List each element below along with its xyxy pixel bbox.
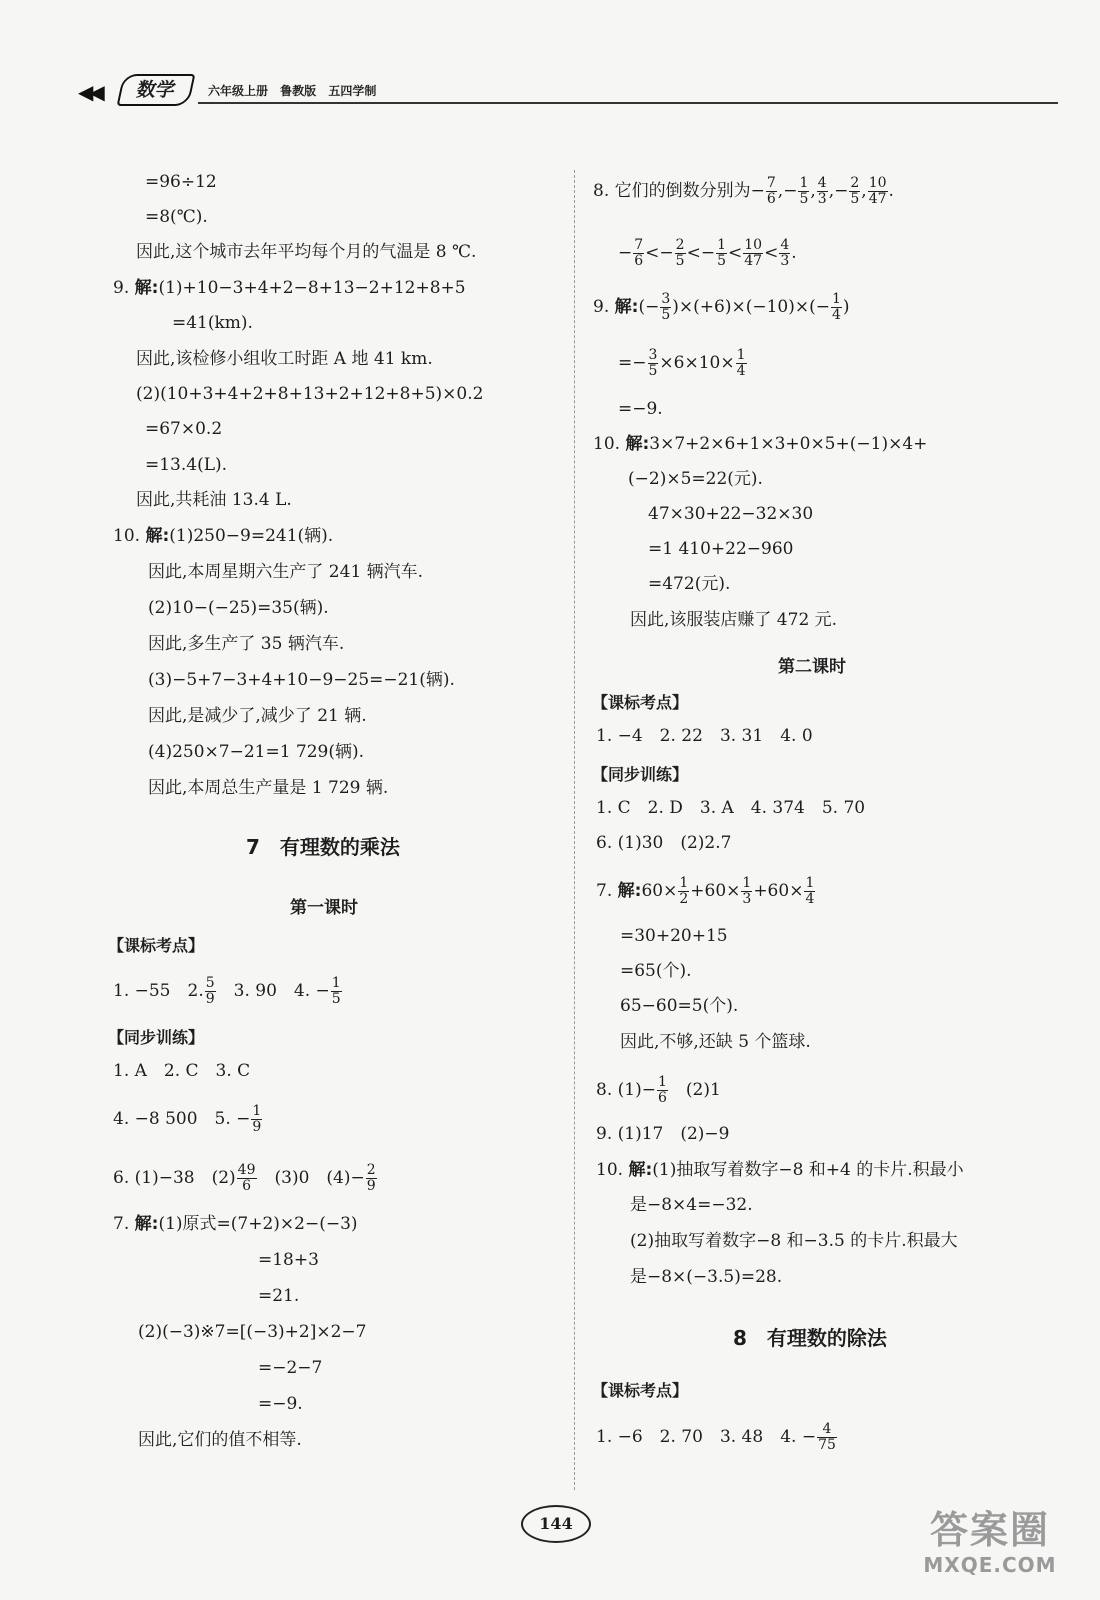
text-line: 因此,该检修小组收工时距 A 地 41 km. bbox=[136, 349, 433, 369]
solution-label: 解: bbox=[617, 881, 642, 901]
fraction bbox=[804, 876, 815, 907]
text-line: =−9. bbox=[258, 1394, 303, 1414]
page-number: 144 bbox=[521, 1505, 591, 1543]
text-segment: (2)1 bbox=[668, 1080, 721, 1100]
fraction bbox=[675, 238, 686, 269]
fraction-numerator: 10 bbox=[868, 175, 887, 191]
fraction-denominator: 3 bbox=[780, 253, 790, 269]
fraction bbox=[766, 176, 777, 207]
fraction-numerator: 1 bbox=[252, 1103, 262, 1119]
header-rule bbox=[198, 102, 1058, 104]
text-line: 因此,多生产了 35 辆汽车. bbox=[148, 634, 345, 654]
subsection-label: 【课标考点】 bbox=[592, 1381, 689, 1400]
fraction-numerator: 4 bbox=[817, 1422, 837, 1438]
text-line: (3)−5+7−3+4+10−9−25=−21(辆). bbox=[148, 670, 455, 690]
fraction bbox=[779, 238, 790, 269]
text-line: 6. (1)30 (2)2.7 bbox=[596, 833, 732, 853]
text-segment: =− bbox=[618, 353, 647, 373]
text-line: (2)抽取写着数字−8 和−3.5 的卡片.积最大 bbox=[630, 1231, 958, 1251]
problem-number: 10. bbox=[593, 434, 621, 454]
text-segment: − bbox=[618, 243, 633, 263]
fraction bbox=[648, 348, 659, 379]
fraction-numerator: 2 bbox=[366, 1162, 376, 1178]
answer-line bbox=[113, 1104, 263, 1135]
problem-7-right bbox=[596, 876, 816, 907]
fraction-denominator: 5 bbox=[675, 253, 685, 269]
text-segment: )×(+6)×(−10)×(− bbox=[672, 297, 830, 317]
text-line: 因此,本周星期六生产了 241 辆汽车. bbox=[148, 562, 424, 582]
fraction-numerator: 7 bbox=[766, 175, 776, 191]
fraction-denominator: 3 bbox=[817, 191, 827, 207]
watermark-logo bbox=[905, 1508, 1075, 1588]
fraction-denominator: 6 bbox=[634, 253, 644, 269]
text-segment: (1)原式=(7+2)×2−(−3) bbox=[158, 1214, 358, 1234]
text-segment: ,− bbox=[777, 181, 798, 201]
text-line: 因此,本周总生产量是 1 729 辆. bbox=[148, 778, 389, 798]
fraction-numerator: 10 bbox=[744, 237, 763, 253]
page-header bbox=[78, 70, 1058, 110]
fraction-denominator: 6 bbox=[242, 1178, 252, 1194]
fraction bbox=[237, 1163, 257, 1194]
text-line: 1. C 2. D 3. A 4. 374 5. 70 bbox=[596, 798, 866, 818]
text-segment: 6. (1)−38 (2) bbox=[113, 1168, 236, 1188]
lesson-title: 第一课时 bbox=[290, 898, 358, 918]
text-segment: . bbox=[888, 181, 894, 201]
fraction-denominator: 6 bbox=[657, 1090, 667, 1106]
problem-number: 10. bbox=[596, 1160, 624, 1180]
answer-line bbox=[113, 1163, 378, 1194]
text-segment: +60× bbox=[753, 881, 804, 901]
fraction-denominator: 4 bbox=[736, 363, 746, 379]
fraction bbox=[736, 348, 747, 379]
text-line: =18+3 bbox=[258, 1250, 319, 1270]
text-segment: 4. −8 500 5. − bbox=[113, 1109, 251, 1129]
text-segment: (− bbox=[638, 297, 660, 317]
text-line: 因此,是减少了,减少了 21 辆. bbox=[148, 706, 367, 726]
fraction-numerator: 1 bbox=[717, 237, 727, 253]
fraction-denominator: 9 bbox=[252, 1119, 262, 1135]
fraction bbox=[743, 238, 763, 269]
fraction bbox=[741, 876, 752, 907]
problem-number: 7. bbox=[113, 1214, 130, 1234]
subsection-label: 【同步训练】 bbox=[108, 1028, 205, 1047]
text-segment: ,− bbox=[828, 181, 849, 201]
text-segment: ) bbox=[842, 297, 850, 317]
text-line: (−2)×5=22(元). bbox=[628, 469, 763, 489]
text-line: =30+20+15 bbox=[620, 926, 728, 946]
subject-badge: 数学 bbox=[117, 74, 196, 106]
fraction-numerator: 1 bbox=[742, 875, 752, 891]
solution-label: 解: bbox=[614, 297, 639, 317]
solution-label: 解: bbox=[625, 434, 650, 454]
text-segment: 3. 90 4. − bbox=[216, 981, 330, 1001]
fraction-numerator: 1 bbox=[799, 175, 809, 191]
subsection-label: 【课标考点】 bbox=[592, 693, 689, 712]
fraction-numerator: 2 bbox=[850, 175, 860, 191]
fraction-numerator: 3 bbox=[648, 347, 658, 363]
text-segment: 3×7+2×6+1×3+0×5+(−1)×4+ bbox=[649, 434, 928, 454]
text-segment: 60× bbox=[641, 881, 678, 901]
fraction-denominator: 5 bbox=[661, 307, 671, 323]
answer-line bbox=[618, 238, 797, 269]
text-line: 47×30+22−32×30 bbox=[648, 504, 814, 524]
text-line: =41(km). bbox=[172, 313, 253, 333]
text-line: =8(℃). bbox=[145, 207, 208, 227]
answer-line bbox=[596, 1422, 838, 1453]
text-line: =96÷12 bbox=[145, 172, 217, 192]
text-segment: <− bbox=[645, 243, 674, 263]
problem-9-right bbox=[593, 292, 850, 323]
fraction-denominator: 9 bbox=[366, 1178, 376, 1194]
solution-label: 解: bbox=[628, 1160, 653, 1180]
problem-10-right-b bbox=[596, 1159, 964, 1181]
fraction bbox=[849, 176, 860, 207]
text-line: 是−8×(−3.5)=28. bbox=[630, 1267, 783, 1287]
fraction-numerator: 5 bbox=[205, 975, 215, 991]
problem-number: 7. bbox=[596, 881, 613, 901]
fraction-denominator: 47 bbox=[744, 253, 763, 269]
fraction bbox=[633, 238, 644, 269]
fraction bbox=[205, 976, 216, 1007]
fraction-denominator: 5 bbox=[850, 191, 860, 207]
text-segment: , bbox=[861, 181, 867, 201]
text-segment: , bbox=[810, 181, 816, 201]
fraction-numerator: 1 bbox=[805, 875, 815, 891]
solution-label: 解: bbox=[134, 278, 159, 298]
fraction-denominator: 5 bbox=[648, 363, 658, 379]
fraction-denominator: 5 bbox=[799, 191, 809, 207]
fraction bbox=[251, 1104, 262, 1135]
fraction bbox=[657, 1075, 668, 1106]
fraction-denominator: 6 bbox=[766, 191, 776, 207]
fraction bbox=[331, 976, 342, 1007]
text-segment: ×6×10× bbox=[659, 353, 735, 373]
problem-number: 9. bbox=[593, 297, 610, 317]
answer-line bbox=[596, 1075, 721, 1106]
fraction bbox=[678, 876, 689, 907]
text-line: =472(元). bbox=[648, 574, 731, 594]
text-segment: (1)250−9=241(辆). bbox=[169, 526, 334, 546]
text-line: =13.4(L). bbox=[145, 455, 228, 475]
answer-line bbox=[618, 348, 748, 379]
fraction-denominator: 5 bbox=[331, 991, 341, 1007]
text-line: =−9. bbox=[618, 399, 663, 419]
text-line: =1 410+22−960 bbox=[648, 539, 794, 559]
fraction-numerator: 2 bbox=[675, 237, 685, 253]
fraction bbox=[798, 176, 809, 207]
fraction bbox=[817, 176, 828, 207]
fraction-numerator: 1 bbox=[657, 1074, 667, 1090]
text-line: 9. (1)17 (2)−9 bbox=[596, 1124, 730, 1144]
fraction bbox=[868, 176, 888, 207]
fraction bbox=[716, 238, 727, 269]
problem-7 bbox=[113, 1213, 358, 1235]
text-line: 因此,该服装店赚了 472 元. bbox=[630, 610, 838, 630]
fraction bbox=[366, 1163, 377, 1194]
text-line: 1. A 2. C 3. C bbox=[113, 1061, 251, 1081]
text-segment: 8. 它们的倒数分别为− bbox=[593, 181, 765, 201]
answer-line bbox=[593, 176, 894, 207]
text-segment: (3)0 (4)− bbox=[257, 1168, 365, 1188]
text-segment: . bbox=[791, 243, 797, 263]
fraction-denominator: 9 bbox=[205, 991, 215, 1007]
subsection-label: 【同步训练】 bbox=[592, 765, 689, 784]
text-line: 是−8×4=−32. bbox=[630, 1195, 753, 1215]
fraction-numerator: 4 bbox=[780, 237, 790, 253]
text-line: 1. −4 2. 22 3. 31 4. 0 bbox=[596, 726, 813, 746]
section-title-8: 8 有理数的除法 bbox=[733, 1326, 887, 1350]
text-line: 因此,它们的值不相等. bbox=[138, 1430, 302, 1450]
fraction-numerator: 7 bbox=[634, 237, 644, 253]
column-divider bbox=[574, 170, 575, 1490]
lesson-title: 第二课时 bbox=[778, 657, 846, 677]
text-segment: < bbox=[764, 243, 779, 263]
text-line: =21. bbox=[258, 1286, 300, 1306]
text-line: 因此,不够,还缺 5 个篮球. bbox=[620, 1032, 811, 1052]
solution-label: 解: bbox=[145, 526, 170, 546]
fraction bbox=[817, 1422, 837, 1453]
fraction bbox=[831, 292, 842, 323]
text-line: (4)250×7−21=1 729(辆). bbox=[148, 742, 365, 762]
fraction-numerator: 1 bbox=[831, 291, 841, 307]
text-segment: < bbox=[728, 243, 743, 263]
text-line: (2)(10+3+4+2+8+13+2+12+8+5)×0.2 bbox=[136, 384, 484, 404]
text-line: 因此,这个城市去年平均每个月的气温是 8 ℃. bbox=[136, 242, 477, 262]
fraction-numerator: 49 bbox=[237, 1162, 256, 1178]
text-segment: <− bbox=[686, 243, 716, 263]
fraction-numerator: 1 bbox=[679, 875, 689, 891]
problem-9 bbox=[113, 277, 466, 299]
answer-line bbox=[113, 976, 343, 1007]
section-title-7: 7 有理数的乘法 bbox=[246, 835, 400, 859]
text-line: (2)(−3)※7=[(−3)+2]×2−7 bbox=[138, 1322, 367, 1342]
problem-10-right bbox=[593, 433, 927, 455]
header-arrows-icon: ◀◀ bbox=[78, 80, 101, 104]
text-line: =−2−7 bbox=[258, 1358, 323, 1378]
fraction-numerator: 1 bbox=[736, 347, 746, 363]
problem-10 bbox=[113, 525, 333, 547]
text-segment: +60× bbox=[690, 881, 741, 901]
fraction-denominator: 3 bbox=[742, 891, 752, 907]
watermark-text: 答案圈 bbox=[929, 1508, 1050, 1552]
header-info: 六年级上册 鲁教版 五四学制 bbox=[208, 84, 377, 98]
text-segment: 1. −6 2. 70 3. 48 4. − bbox=[596, 1427, 817, 1447]
subsection-label: 【课标考点】 bbox=[108, 936, 205, 955]
problem-number: 9. bbox=[113, 278, 130, 298]
fraction-denominator: 4 bbox=[805, 891, 815, 907]
fraction-denominator: 4 bbox=[831, 307, 841, 323]
fraction-denominator: 2 bbox=[679, 891, 689, 907]
fraction bbox=[660, 292, 671, 323]
fraction-denominator: 75 bbox=[818, 1437, 836, 1453]
text-line: =67×0.2 bbox=[145, 419, 223, 439]
fraction-denominator: 5 bbox=[717, 253, 727, 269]
text-segment: 8. (1)− bbox=[596, 1080, 656, 1100]
text-segment: 1. −55 2. bbox=[113, 981, 204, 1001]
text-line: =65(个). bbox=[620, 961, 692, 981]
solution-label: 解: bbox=[134, 1214, 159, 1234]
fraction-numerator: 3 bbox=[661, 291, 671, 307]
fraction-numerator: 4 bbox=[817, 175, 827, 191]
watermark-url: MXQE.COM bbox=[923, 1553, 1057, 1577]
text-line: 65−60=5(个). bbox=[620, 996, 739, 1016]
text-segment: (1)抽取写着数字−8 和+4 的卡片.积最小 bbox=[652, 1160, 964, 1180]
problem-number: 10. bbox=[113, 526, 141, 546]
text-line: 因此,共耗油 13.4 L. bbox=[136, 490, 292, 510]
text-segment: (1)+10−3+4+2−8+13−2+12+8+5 bbox=[158, 278, 466, 298]
fraction-denominator: 47 bbox=[868, 191, 887, 207]
text-line: (2)10−(−25)=35(辆). bbox=[148, 598, 329, 618]
fraction-numerator: 1 bbox=[331, 975, 341, 991]
